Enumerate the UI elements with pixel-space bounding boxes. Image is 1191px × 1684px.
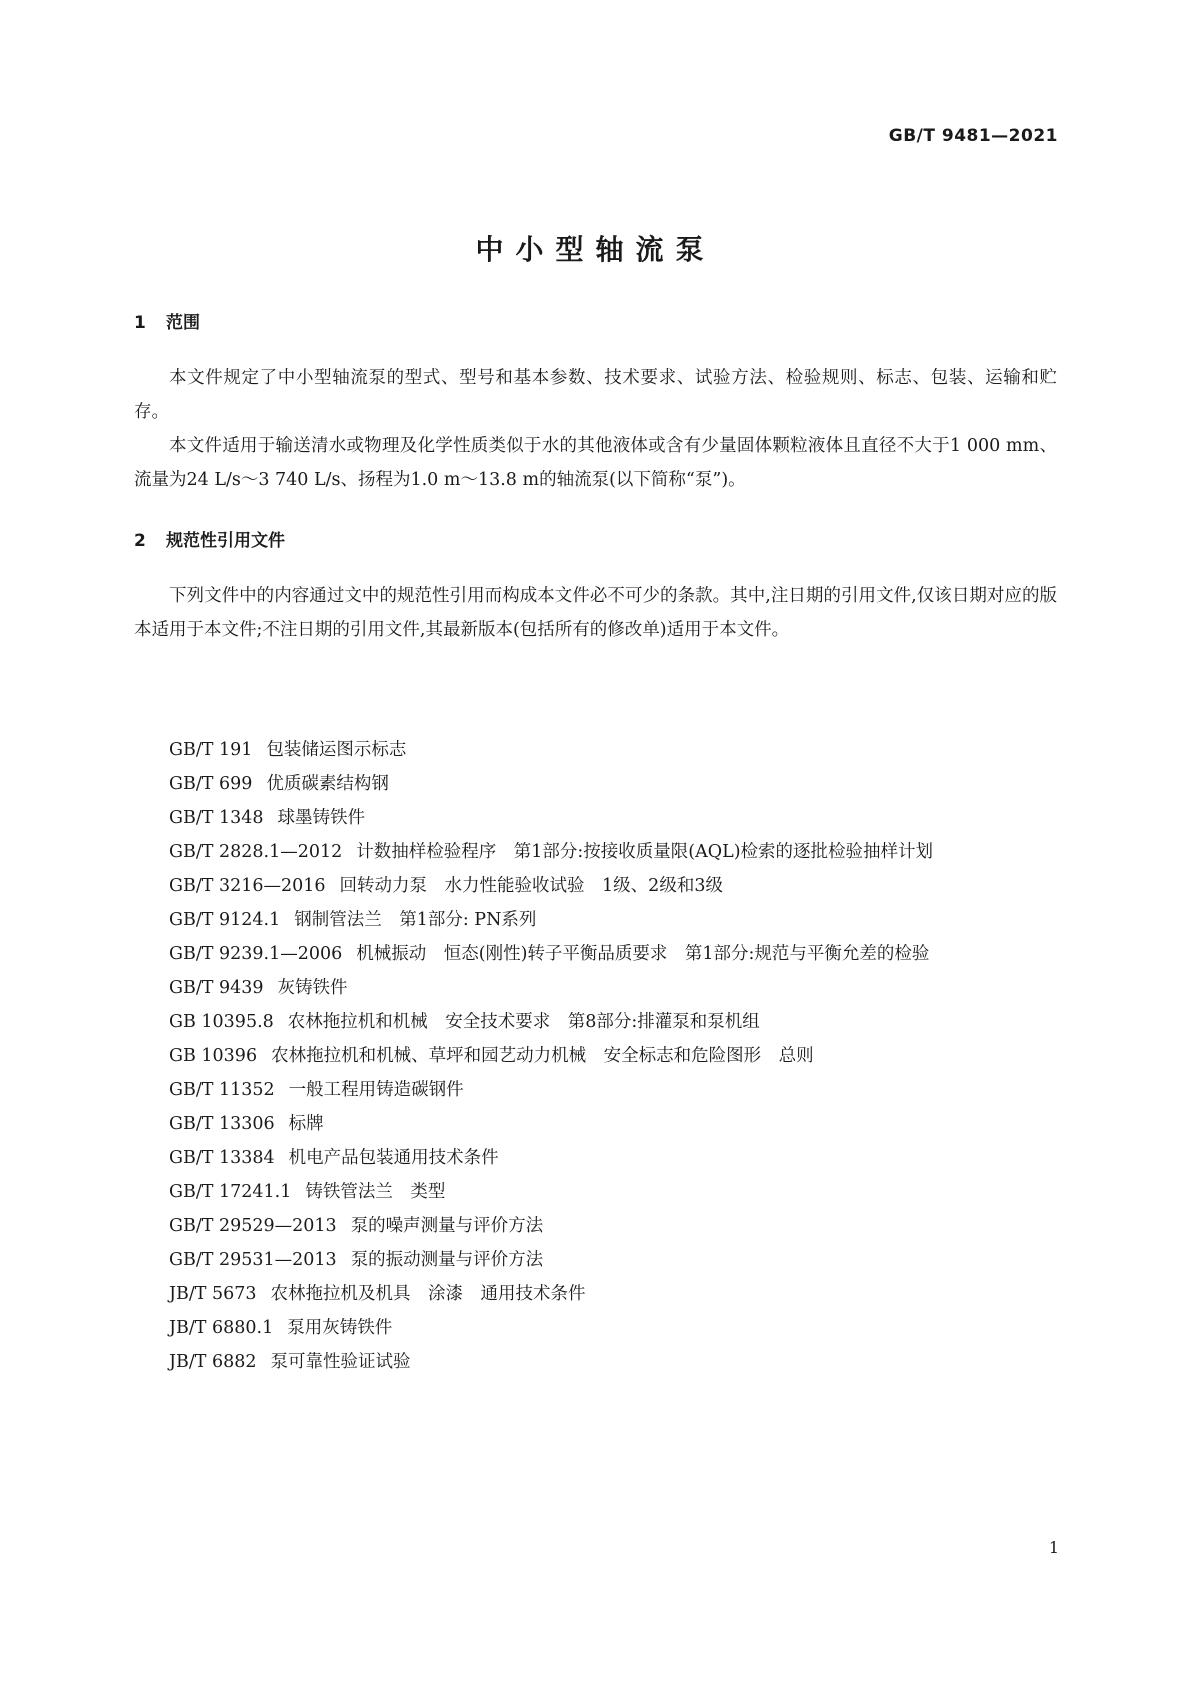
normative-reference-list <box>134 733 1057 1379</box>
reference-title: 计数抽样检验程序 第1部分:按接收质量限(AQL)检索的逐批检验抽样计划 <box>356 842 934 862</box>
reference-title: 泵用灰铸铁件 <box>287 1318 393 1338</box>
reference-code: JB/T 5673 <box>169 1284 257 1304</box>
reference-code: GB/T 191 <box>169 740 253 760</box>
reference-item <box>134 733 1057 767</box>
reference-item <box>134 1039 1057 1073</box>
reference-title: 机电产品包装通用技术条件 <box>288 1148 499 1168</box>
reference-item <box>134 835 1057 869</box>
section-1-paragraph-1: 本文件规定了中小型轴流泵的型式、型号和基本参数、技术要求、试验方法、检验规则、标志、包装、运输和贮存。 <box>134 368 1057 422</box>
reference-item <box>134 1175 1057 1209</box>
reference-code: GB 10396 <box>169 1046 258 1066</box>
reference-title: 标牌 <box>288 1114 324 1134</box>
reference-item <box>134 1345 1057 1379</box>
reference-item <box>134 971 1057 1005</box>
section-2-heading <box>134 526 285 551</box>
reference-code: GB/T 9439 <box>169 978 264 998</box>
reference-code: JB/T 6882 <box>169 1352 257 1372</box>
section-1-title: 范围 <box>166 313 200 333</box>
reference-item <box>134 801 1057 835</box>
reference-title: 农林拖拉机和机械、草坪和园艺动力机械 安全标志和危险图形 总则 <box>271 1046 814 1066</box>
reference-title: 优质碳素结构钢 <box>266 774 389 794</box>
reference-title: 泵的振动测量与评价方法 <box>350 1250 544 1270</box>
section-1-paragraph-2: 本文件适用于输送清水或物理及化学性质类似于水的其他液体或含有少量固体颗粒液体且直径不大于1 000 mm、流量为24 L/s～3 740 L/s、扬程为1.0 m～13.8 m的轴流泵(以下简称“泵”)。 <box>134 436 1057 490</box>
section-1-number: 1 <box>134 313 146 333</box>
reference-code: GB/T 699 <box>169 774 253 794</box>
reference-title: 包装储运图示标志 <box>266 740 407 760</box>
reference-item <box>134 1005 1057 1039</box>
reference-title: 球墨铸铁件 <box>277 808 366 828</box>
reference-title: 农林拖拉机和机械 安全技术要求 第8部分:排灌泵和泵机组 <box>287 1012 760 1032</box>
section-2-number: 2 <box>134 531 146 551</box>
reference-code: GB/T 17241.1 <box>169 1182 292 1202</box>
section-2-title: 规范性引用文件 <box>166 531 285 551</box>
reference-item <box>134 1311 1057 1345</box>
reference-item <box>134 1209 1057 1243</box>
reference-title: 机械振动 恒态(刚性)转子平衡品质要求 第1部分:规范与平衡允差的检验 <box>356 944 930 964</box>
reference-code: GB/T 9239.1—2006 <box>169 944 343 964</box>
reference-code: JB/T 6880.1 <box>169 1318 274 1338</box>
reference-code: GB/T 13306 <box>169 1114 275 1134</box>
reference-code: GB/T 11352 <box>169 1080 275 1100</box>
reference-code: GB/T 13384 <box>169 1148 275 1168</box>
reference-title: 农林拖拉机及机具 涂漆 通用技术条件 <box>270 1284 586 1304</box>
reference-title: 灰铸铁件 <box>277 978 348 998</box>
reference-item <box>134 1243 1057 1277</box>
reference-item <box>134 1277 1057 1311</box>
reference-code: GB/T 3216—2016 <box>169 876 326 896</box>
reference-title: 泵的噪声测量与评价方法 <box>350 1216 544 1236</box>
reference-item <box>134 903 1057 937</box>
reference-item <box>134 937 1057 971</box>
reference-item <box>134 1107 1057 1141</box>
reference-title: 钢制管法兰 第1部分: PN系列 <box>294 910 537 930</box>
reference-code: GB/T 1348 <box>169 808 264 828</box>
reference-title: 一般工程用铸造碳钢件 <box>288 1080 464 1100</box>
reference-code: GB/T 9124.1 <box>169 910 281 930</box>
reference-item <box>134 1073 1057 1107</box>
reference-title: 铸铁管法兰 类型 <box>305 1182 446 1202</box>
reference-item <box>134 767 1057 801</box>
reference-code: GB/T 2828.1—2012 <box>169 842 343 862</box>
reference-code: GB/T 29531—2013 <box>169 1250 337 1270</box>
document-title: 中小型轴流泵 <box>475 233 716 266</box>
reference-title: 泵可靠性验证试验 <box>270 1352 411 1372</box>
reference-item <box>134 1141 1057 1175</box>
reference-title: 回转动力泵 水力性能验收试验 1级、2级和3级 <box>339 876 723 896</box>
section-2-intro: 下列文件中的内容通过文中的规范性引用而构成本文件必不可少的条款。其中,注日期的引用文件,仅该日期对应的版本适用于本文件;不注日期的引用文件,其最新版本(包括所有的修改单)适用于本文件。 <box>134 586 1057 640</box>
page-number: 1 <box>1048 1538 1059 1557</box>
section-1-heading <box>134 308 200 333</box>
standard-code: GB/T 9481—2021 <box>888 126 1058 146</box>
reference-code: GB/T 29529—2013 <box>169 1216 337 1236</box>
reference-code: GB 10395.8 <box>169 1012 274 1032</box>
reference-item <box>134 869 1057 903</box>
